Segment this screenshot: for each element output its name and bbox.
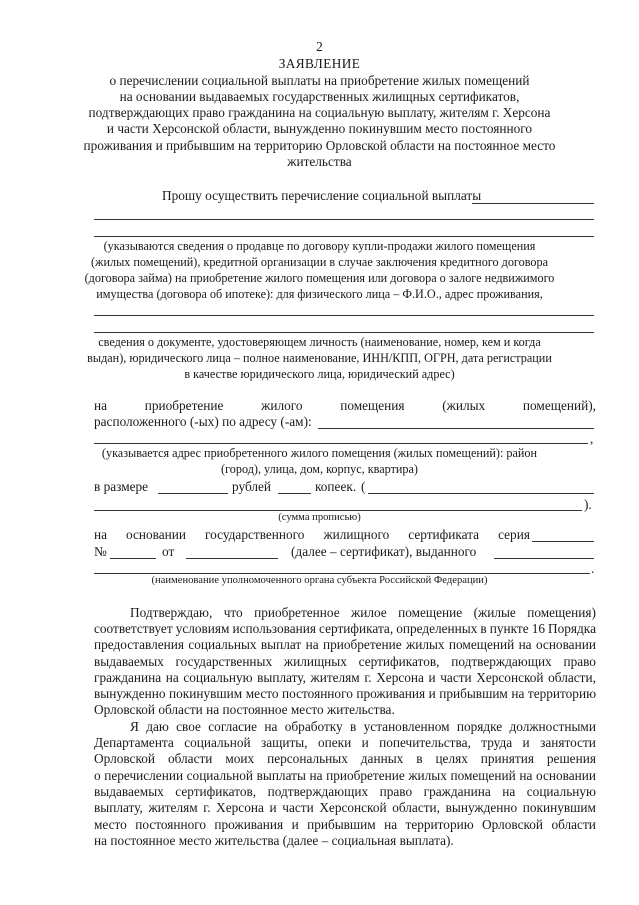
word: предоставления xyxy=(94,637,185,652)
cert-word: сертификата xyxy=(408,527,480,542)
word: Я xyxy=(130,719,139,734)
paragraph-line xyxy=(94,769,596,782)
word: целях xyxy=(435,751,468,766)
paragraph-line xyxy=(94,638,596,651)
word: условиям xyxy=(175,621,230,636)
word: место xyxy=(245,686,279,701)
word: персональных xyxy=(267,751,348,766)
certificate-number-field[interactable] xyxy=(110,558,156,559)
word: жилое xyxy=(351,605,387,620)
word: помещение xyxy=(398,605,463,620)
word: части xyxy=(440,670,472,685)
word: Подтверждаю, xyxy=(130,605,213,620)
address-field-line-2[interactable] xyxy=(94,443,588,444)
word: жилых xyxy=(406,637,445,652)
word: на xyxy=(511,686,525,701)
subtitle-line: подтверждающих право гражданина на социальную выплату, жителям г. Херсона xyxy=(88,105,551,120)
word: г. xyxy=(203,800,211,815)
word: моих xyxy=(225,751,255,766)
period-mark: . xyxy=(591,561,595,576)
word: использования xyxy=(232,621,316,636)
payee-field[interactable] xyxy=(472,203,594,204)
purpose-word: приобретение xyxy=(144,398,224,413)
word: пункте xyxy=(489,621,529,636)
word: социальную xyxy=(183,670,253,685)
amount-rubles-field[interactable] xyxy=(158,493,228,494)
word: на xyxy=(305,637,319,652)
word: социальную xyxy=(526,784,596,799)
request-text: Прошу осуществить перечисление социальной выплаты xyxy=(162,188,482,203)
word: Орловской xyxy=(94,751,156,766)
word: прибывшим xyxy=(439,686,508,701)
word: Херсона xyxy=(216,800,264,815)
close-paren: ). xyxy=(584,497,592,512)
located-label: расположенного (-ых) по адресу (-ам): xyxy=(94,414,312,429)
word: социальной xyxy=(184,735,251,750)
payee-field-line-3[interactable] xyxy=(94,236,594,237)
word: приобретенное xyxy=(254,605,340,620)
word: Департамента xyxy=(94,735,174,750)
word: на xyxy=(502,784,516,799)
word: жителям xyxy=(148,800,198,815)
word: о xyxy=(94,768,101,783)
cert-word: жилищного xyxy=(323,527,390,542)
word: Херсонской xyxy=(319,800,387,815)
word: приобретение xyxy=(322,637,402,652)
amount-words-field[interactable] xyxy=(368,493,594,494)
word: решения xyxy=(546,751,596,766)
word: помещений xyxy=(448,637,515,652)
rubles-label: рублей xyxy=(232,479,272,494)
word: и xyxy=(522,735,530,750)
paragraph-line xyxy=(130,720,596,733)
seller-note-line: (указываются сведения о продавце по договору купли-продажи жилого помещения xyxy=(103,239,536,253)
word: выплату, xyxy=(94,800,143,815)
word: на xyxy=(264,719,278,734)
hereinafter-label: (далее – сертификат), выданного xyxy=(291,544,477,559)
word: в xyxy=(416,751,423,766)
id-note-line: выдан), юридического лица – полное наименование, ИНН/КПП, ОГРН, дата регистрации xyxy=(87,351,552,365)
word: должностными xyxy=(509,719,596,734)
issuer-field-line-2[interactable] xyxy=(94,573,590,574)
number-sign: № xyxy=(94,544,107,559)
word: на xyxy=(518,637,532,652)
paragraph-line xyxy=(94,671,596,684)
word: покинувшим xyxy=(169,686,243,701)
payee-field-line-2[interactable] xyxy=(94,219,594,220)
word: постоянного xyxy=(135,817,207,832)
word: опеки xyxy=(317,735,352,750)
address-note-line: (город), улица, дом, корпус, квартира) xyxy=(221,462,418,476)
paragraph-line xyxy=(94,622,596,635)
word: вынужденно xyxy=(94,686,166,701)
word: выплат xyxy=(260,637,302,652)
word: социальной xyxy=(186,768,254,783)
purpose-word: помещений), xyxy=(522,398,596,413)
word: данных xyxy=(360,751,404,766)
word: 16 xyxy=(531,621,545,636)
word: области, xyxy=(392,800,440,815)
paragraph-line xyxy=(94,752,596,765)
document-title: ЗАЯВЛЕНИЕ xyxy=(278,56,361,71)
paragraph-line xyxy=(94,818,596,831)
word: право xyxy=(379,784,413,799)
id-note-line: в качестве юридического лица, юридический адрес) xyxy=(184,367,455,381)
word: подтверждающих xyxy=(451,654,552,669)
purpose-line xyxy=(94,399,596,412)
address-note-line: (указывается адрес приобретенного жилого помещения (жилых помещений): район xyxy=(101,446,538,460)
word: что xyxy=(223,605,243,620)
word: на xyxy=(165,670,179,685)
word: области xyxy=(551,817,596,832)
word: покинувшим xyxy=(522,800,596,815)
purpose-word: жилого xyxy=(261,398,303,413)
word: области, xyxy=(548,670,596,685)
word: место xyxy=(94,817,127,832)
word: сертификата, xyxy=(319,621,394,636)
word: области xyxy=(167,751,213,766)
seller-note-line: (договора займа) на приобретение жилого помещения или договора о залоге недвижимого xyxy=(84,271,555,285)
paragraph-line xyxy=(94,801,596,814)
amount-words-note: (сумма прописью) xyxy=(278,512,361,523)
subtitle-line: на основании выдаваемых государственных жилищных сертификатов, xyxy=(119,89,520,104)
word: территорию xyxy=(527,686,596,701)
word: Херсонской xyxy=(476,670,544,685)
paragraph-line xyxy=(94,785,596,798)
word: Орловской xyxy=(482,817,544,832)
word: подтверждающих xyxy=(267,784,369,799)
purpose-word: на xyxy=(94,398,108,413)
word: основании xyxy=(535,637,596,652)
word: Порядка xyxy=(548,621,596,636)
cert-word: серия xyxy=(498,527,530,542)
paragraph-line xyxy=(94,736,596,749)
word: и xyxy=(428,686,436,701)
word: труда xyxy=(481,735,513,750)
word: территорию xyxy=(405,817,474,832)
address-field[interactable] xyxy=(318,428,594,429)
word: право xyxy=(563,654,596,669)
word: социальных xyxy=(188,637,257,652)
word: гражданина xyxy=(423,784,491,799)
seller-note-line: имущества (договора об ипотеке): для физического лица – Ф.И.О., адрес проживания, xyxy=(96,287,543,301)
word: соответствует xyxy=(94,621,173,636)
certificate-series-field[interactable] xyxy=(532,541,594,542)
certificate-date-field[interactable] xyxy=(186,558,278,559)
word: в xyxy=(480,621,487,636)
word: и xyxy=(428,670,436,685)
paragraph-line xyxy=(94,687,596,700)
word: порядке xyxy=(456,719,503,734)
word: на xyxy=(309,768,323,783)
word: части xyxy=(282,800,314,815)
word: прибывшим xyxy=(307,817,376,832)
word: обработку xyxy=(284,719,343,734)
word: выдаваемых xyxy=(94,784,164,799)
subtitle-line: о перечислении социальной выплаты на приобретение жилых помещений xyxy=(109,73,530,88)
word: проживания xyxy=(356,686,426,701)
word: проживания xyxy=(214,817,284,832)
authority-note: (наименование уполномоченного органа субъекта Российской Федерации) xyxy=(151,575,488,586)
amount-words-field-2[interactable] xyxy=(94,510,582,511)
word: и xyxy=(291,817,299,832)
word: постоянного xyxy=(282,686,353,701)
word: приобретение xyxy=(326,768,405,783)
word: согласие xyxy=(208,719,258,734)
page-number: 2 xyxy=(316,39,323,54)
word: попечительства, xyxy=(379,735,471,750)
word: сертификатов, xyxy=(175,784,257,799)
word: перечислении xyxy=(104,768,184,783)
word: свое xyxy=(176,719,201,734)
word: и xyxy=(361,735,369,750)
word: выплаты xyxy=(256,768,306,783)
comma-mark: , xyxy=(590,431,594,446)
word: жителям xyxy=(310,670,360,685)
amount-label: в размере xyxy=(94,479,149,494)
word: (жилые xyxy=(473,605,516,620)
paragraph-last-line: Орловской области на постоянное место жительства. xyxy=(94,702,395,717)
cert-word: на xyxy=(94,527,108,542)
purpose-word: (жилых xyxy=(442,398,486,413)
word: выдаваемых xyxy=(94,654,164,669)
amount-kopecks-field[interactable] xyxy=(278,493,311,494)
word: гражданина xyxy=(94,670,162,685)
subtitle-line: жительства xyxy=(287,154,352,169)
cert-word: основании xyxy=(126,527,187,542)
issuer-field[interactable] xyxy=(494,558,594,559)
open-paren: ( xyxy=(361,479,366,494)
word: жилищных xyxy=(283,654,347,669)
word: принятия xyxy=(480,751,534,766)
word: определенных xyxy=(396,621,478,636)
word: защиты, xyxy=(260,735,308,750)
word: вынужденно xyxy=(445,800,518,815)
seller-details-field-2[interactable] xyxy=(94,332,594,333)
seller-note-line: (жилых помещений), кредитной организации в случае заключения кредитного договора xyxy=(90,255,548,269)
paragraph-line xyxy=(130,606,596,619)
word: г. xyxy=(364,670,372,685)
purpose-word: помещения xyxy=(340,398,405,413)
subtitle-line: и части Херсонской области, вынужденно покинувшим место постоянного xyxy=(106,121,533,136)
from-label: от xyxy=(162,544,175,559)
word: в xyxy=(350,719,357,734)
word: установленном xyxy=(363,719,450,734)
subtitle-line: проживания и прибывшим на территорию Орловской области на постоянное место xyxy=(83,138,556,153)
word: сертификатов, xyxy=(358,654,440,669)
word: помещений xyxy=(450,768,516,783)
word: на xyxy=(384,817,398,832)
certificate-line xyxy=(94,528,530,541)
paragraph-line xyxy=(94,655,596,668)
paragraph-last-line: на постоянное место жительства (далее – социальная выплата). xyxy=(94,833,454,848)
word: даю xyxy=(146,719,169,734)
word: Херсона xyxy=(376,670,424,685)
word: помещения) xyxy=(527,605,596,620)
word: и xyxy=(269,800,277,815)
kopecks-label: копеек. xyxy=(315,479,357,494)
word: на xyxy=(519,768,533,783)
word: занятости xyxy=(540,735,596,750)
word: выплату, xyxy=(257,670,306,685)
seller-details-field[interactable] xyxy=(94,315,594,316)
id-note-line: сведения о документе, удостоверяющем личность (наименование, номер, кем и когда xyxy=(98,335,541,349)
word: жилых xyxy=(408,768,447,783)
word: основании xyxy=(535,768,596,783)
cert-word: государственного xyxy=(205,527,305,542)
word: государственных xyxy=(175,654,273,669)
